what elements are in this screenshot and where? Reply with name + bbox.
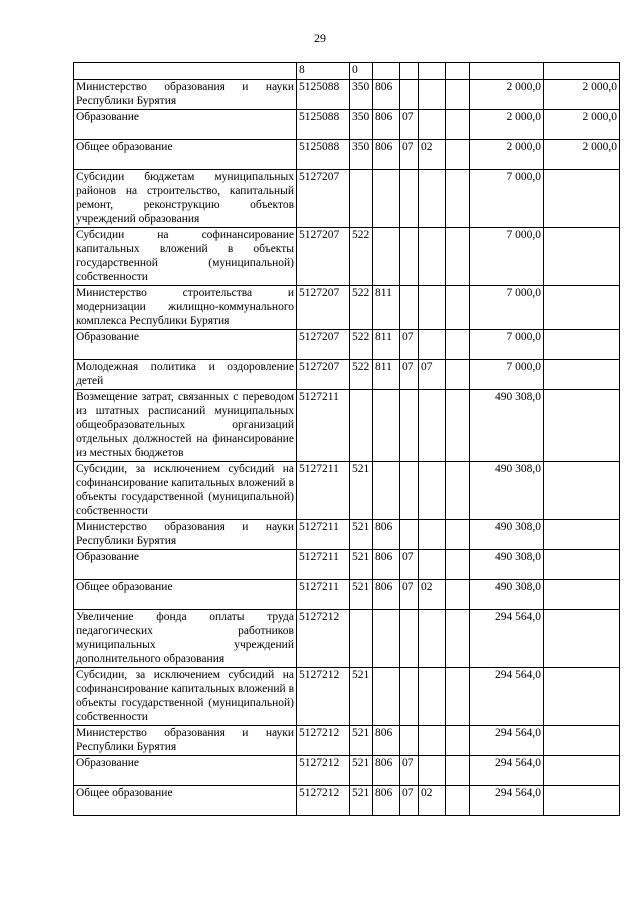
amount-2 — [544, 360, 620, 390]
subsection-code — [419, 110, 446, 140]
amount-1: 490 308,0 — [470, 550, 544, 580]
amount-2: 2 000,0 — [544, 80, 620, 110]
budget-table-body — [74, 63, 620, 816]
section-code — [400, 390, 419, 462]
subsection-code — [419, 610, 446, 668]
page-number: 29 — [314, 31, 326, 45]
empty-cell — [446, 756, 470, 786]
subsection-code — [419, 330, 446, 360]
row-name: Образование — [74, 756, 297, 786]
target-article-code: 5127207 — [297, 170, 350, 228]
expense-type-code — [350, 610, 373, 668]
amount-2 — [544, 63, 620, 80]
target-article-code: 5127211 — [297, 520, 350, 550]
target-article-code: 5127211 — [297, 550, 350, 580]
subsection-code — [419, 63, 446, 80]
subsection-code: 02 — [419, 140, 446, 170]
section-code: 07 — [400, 550, 419, 580]
row-name: Субсидии бюджетам муниципальных районов на строительство, капитальный ремонт, реконструкцию объектов учреждений образования — [74, 170, 297, 228]
table-row — [74, 330, 620, 360]
subsection-code — [419, 756, 446, 786]
row-name: Субсидии, за исключением субсидий на софинансирование капитальных вложений в объекты государственной (муниципальной) собственности — [74, 668, 297, 726]
administrator-code: 811 — [373, 330, 400, 360]
subsection-code — [419, 462, 446, 520]
expense-type-code: 522 — [350, 286, 373, 330]
expense-type-code: 350 — [350, 110, 373, 140]
empty-cell — [446, 786, 470, 816]
administrator-code: 806 — [373, 726, 400, 756]
subsection-code — [419, 228, 446, 286]
expense-type-code: 0 — [350, 63, 373, 80]
amount-2 — [544, 668, 620, 726]
target-article-code: 5127212 — [297, 610, 350, 668]
expense-type-code: 522 — [350, 330, 373, 360]
table-row — [74, 63, 620, 80]
row-name: Образование — [74, 550, 297, 580]
subsection-code — [419, 80, 446, 110]
section-code — [400, 462, 419, 520]
subsection-code: 02 — [419, 580, 446, 610]
amount-1: 7 000,0 — [470, 360, 544, 390]
expense-type-code: 522 — [350, 360, 373, 390]
administrator-code — [373, 170, 400, 228]
table-row — [74, 520, 620, 550]
empty-cell — [446, 580, 470, 610]
subsection-code — [419, 520, 446, 550]
table-row — [74, 786, 620, 816]
row-name: Общее образование — [74, 580, 297, 610]
table-row — [74, 390, 620, 462]
empty-cell — [446, 550, 470, 580]
amount-2 — [544, 580, 620, 610]
table-row — [74, 726, 620, 756]
target-article-code: 5127212 — [297, 786, 350, 816]
empty-cell — [446, 390, 470, 462]
empty-cell — [446, 63, 470, 80]
amount-2 — [544, 520, 620, 550]
amount-1: 490 308,0 — [470, 462, 544, 520]
subsection-code — [419, 726, 446, 756]
section-code — [400, 80, 419, 110]
expense-type-code: 521 — [350, 726, 373, 756]
administrator-code: 806 — [373, 786, 400, 816]
section-code — [400, 286, 419, 330]
budget-table — [73, 62, 620, 816]
row-name: Увеличение фонда оплаты труда педагогических работников муниципальных учреждений дополнительного образования — [74, 610, 297, 668]
expense-type-code — [350, 390, 373, 462]
amount-2 — [544, 390, 620, 462]
amount-1: 2 000,0 — [470, 80, 544, 110]
target-article-code: 5127207 — [297, 286, 350, 330]
administrator-code: 806 — [373, 140, 400, 170]
table-row — [74, 140, 620, 170]
empty-cell — [446, 668, 470, 726]
expense-type-code: 521 — [350, 550, 373, 580]
table-row — [74, 80, 620, 110]
subsection-code — [419, 286, 446, 330]
section-code — [400, 726, 419, 756]
section-code: 07 — [400, 580, 419, 610]
administrator-code: 806 — [373, 110, 400, 140]
empty-cell — [446, 726, 470, 756]
section-code: 07 — [400, 330, 419, 360]
amount-1: 294 564,0 — [470, 726, 544, 756]
expense-type-code: 521 — [350, 520, 373, 550]
administrator-code — [373, 63, 400, 80]
table-row — [74, 228, 620, 286]
empty-cell — [446, 520, 470, 550]
row-name: Субсидии на софинансирование капитальных вложений в объекты государственной (муниципальной) собственности — [74, 228, 297, 286]
empty-cell — [446, 330, 470, 360]
administrator-code: 811 — [373, 360, 400, 390]
empty-cell — [446, 610, 470, 668]
amount-2: 2 000,0 — [544, 110, 620, 140]
row-name: Возмещение затрат, связанных с переводом из штатных расписаний муниципальных общеобразовательных организаций отдельных должностей на финансирование из местных бюджетов — [74, 390, 297, 462]
row-name: Министерство образования и науки Республики Бурятия — [74, 80, 297, 110]
table-row — [74, 360, 620, 390]
empty-cell — [446, 360, 470, 390]
target-article-code: 5125088 — [297, 140, 350, 170]
row-name: Молодежная политика и оздоровление детей — [74, 360, 297, 390]
row-name: Министерство образования и науки Республики Бурятия — [74, 520, 297, 550]
amount-1: 490 308,0 — [470, 520, 544, 550]
empty-cell — [446, 170, 470, 228]
amount-2 — [544, 228, 620, 286]
target-article-code: 5125088 — [297, 110, 350, 140]
administrator-code: 806 — [373, 520, 400, 550]
row-name: Образование — [74, 330, 297, 360]
section-code: 07 — [400, 360, 419, 390]
section-code — [400, 170, 419, 228]
row-name: Образование — [74, 110, 297, 140]
target-article-code: 5127211 — [297, 580, 350, 610]
amount-1: 294 564,0 — [470, 610, 544, 668]
amount-1: 2 000,0 — [470, 110, 544, 140]
amount-2: 2 000,0 — [544, 140, 620, 170]
section-code — [400, 63, 419, 80]
empty-cell — [446, 228, 470, 286]
table-row — [74, 756, 620, 786]
amount-1: 7 000,0 — [470, 170, 544, 228]
administrator-code: 806 — [373, 580, 400, 610]
amount-2 — [544, 610, 620, 668]
target-article-code: 5127212 — [297, 668, 350, 726]
empty-cell — [446, 80, 470, 110]
administrator-code: 806 — [373, 550, 400, 580]
expense-type-code: 521 — [350, 462, 373, 520]
empty-cell — [446, 286, 470, 330]
table-row — [74, 110, 620, 140]
target-article-code: 5127212 — [297, 726, 350, 756]
amount-1: 490 308,0 — [470, 390, 544, 462]
administrator-code — [373, 668, 400, 726]
target-article-code: 8 — [297, 63, 350, 80]
row-name: Общее образование — [74, 140, 297, 170]
section-code: 07 — [400, 110, 419, 140]
amount-2 — [544, 550, 620, 580]
target-article-code: 5125088 — [297, 80, 350, 110]
subsection-code: 02 — [419, 786, 446, 816]
row-name: Субсидии, за исключением субсидий на софинансирование капитальных вложений в объекты государственной (муниципальной) собственности — [74, 462, 297, 520]
table-row — [74, 668, 620, 726]
amount-2 — [544, 462, 620, 520]
amount-2 — [544, 286, 620, 330]
subsection-code: 07 — [419, 360, 446, 390]
administrator-code: 806 — [373, 756, 400, 786]
amount-2 — [544, 330, 620, 360]
amount-2 — [544, 756, 620, 786]
amount-1: 294 564,0 — [470, 668, 544, 726]
expense-type-code: 521 — [350, 786, 373, 816]
table-row — [74, 550, 620, 580]
row-name: Министерство образования и науки Республики Бурятия — [74, 726, 297, 756]
empty-cell — [446, 110, 470, 140]
administrator-code — [373, 390, 400, 462]
section-code: 07 — [400, 756, 419, 786]
amount-1: 490 308,0 — [470, 580, 544, 610]
empty-cell — [446, 462, 470, 520]
administrator-code — [373, 462, 400, 520]
amount-2 — [544, 170, 620, 228]
section-code — [400, 610, 419, 668]
target-article-code: 5127207 — [297, 228, 350, 286]
subsection-code — [419, 390, 446, 462]
administrator-code — [373, 610, 400, 668]
table-row — [74, 170, 620, 228]
section-code — [400, 668, 419, 726]
amount-2 — [544, 786, 620, 816]
administrator-code: 806 — [373, 80, 400, 110]
target-article-code: 5127212 — [297, 756, 350, 786]
subsection-code — [419, 170, 446, 228]
empty-cell — [446, 140, 470, 170]
expense-type-code: 521 — [350, 756, 373, 786]
target-article-code: 5127211 — [297, 462, 350, 520]
expense-type-code — [350, 170, 373, 228]
expense-type-code: 522 — [350, 228, 373, 286]
expense-type-code: 521 — [350, 668, 373, 726]
expense-type-code: 350 — [350, 80, 373, 110]
expense-type-code: 350 — [350, 140, 373, 170]
target-article-code: 5127207 — [297, 360, 350, 390]
table-row — [74, 610, 620, 668]
amount-1: 7 000,0 — [470, 330, 544, 360]
expense-type-code: 521 — [350, 580, 373, 610]
subsection-code — [419, 668, 446, 726]
row-name: Министерство строительства и модернизации жилищно-коммунального комплекса Республики Бурятия — [74, 286, 297, 330]
amount-1 — [470, 63, 544, 80]
amount-1: 2 000,0 — [470, 140, 544, 170]
section-code — [400, 520, 419, 550]
target-article-code: 5127207 — [297, 330, 350, 360]
amount-1: 7 000,0 — [470, 228, 544, 286]
section-code: 07 — [400, 140, 419, 170]
table-row — [74, 286, 620, 330]
amount-1: 294 564,0 — [470, 756, 544, 786]
administrator-code — [373, 228, 400, 286]
subsection-code — [419, 550, 446, 580]
amount-1: 7 000,0 — [470, 286, 544, 330]
row-name — [74, 63, 297, 80]
administrator-code: 811 — [373, 286, 400, 330]
amount-1: 294 564,0 — [470, 786, 544, 816]
target-article-code: 5127211 — [297, 390, 350, 462]
table-row — [74, 580, 620, 610]
section-code — [400, 228, 419, 286]
table-row — [74, 462, 620, 520]
amount-2 — [544, 726, 620, 756]
row-name: Общее образование — [74, 786, 297, 816]
section-code: 07 — [400, 786, 419, 816]
